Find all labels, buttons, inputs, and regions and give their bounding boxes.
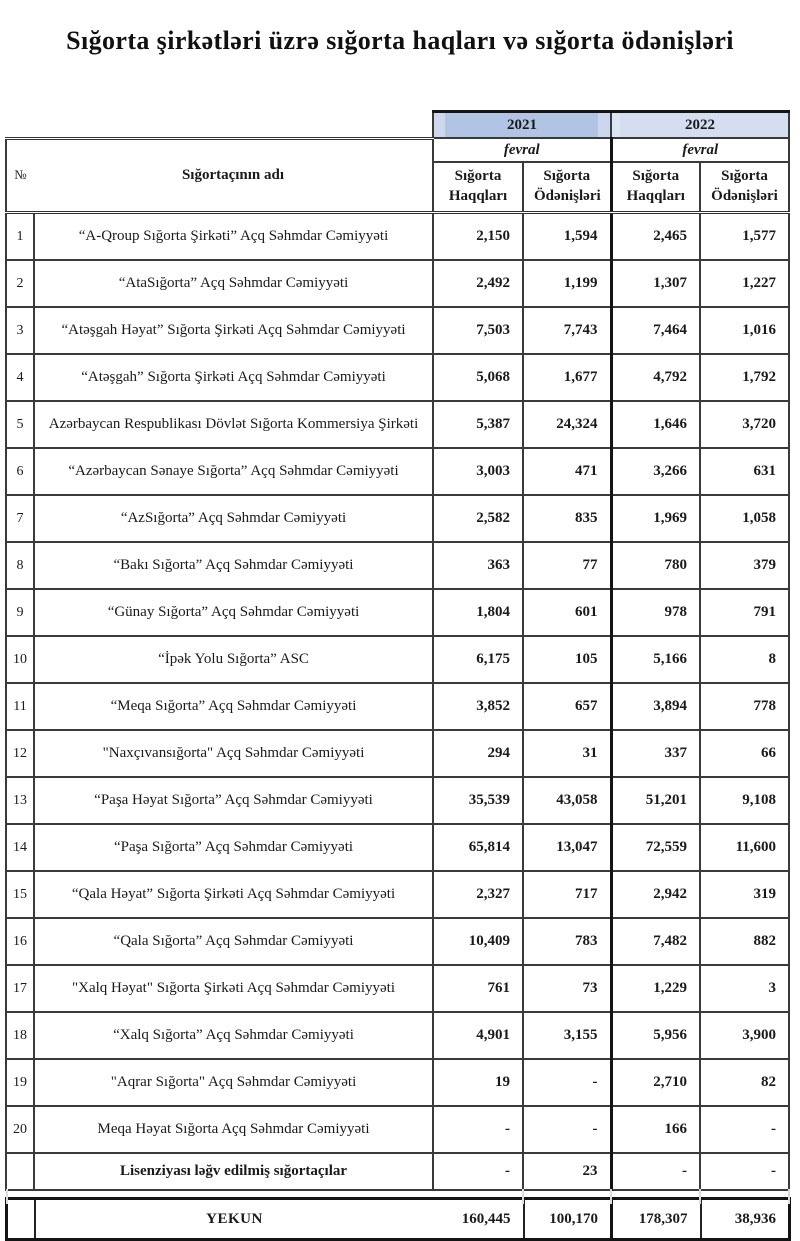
row-number: 3 — [6, 307, 34, 354]
row-number: 17 — [6, 965, 34, 1012]
company-name: “Qala Həyat” Sığorta Şirkəti Açq Səhmdar Cəmiyyəti — [34, 871, 433, 918]
row-number: 2 — [6, 260, 34, 307]
company-name: “Atəşgah Həyat” Sığorta Şirkəti Açq Səhmdar Cəmiyyəti — [34, 307, 433, 354]
insurance-table-wrap — [5, 110, 790, 1241]
company-name: “İpək Yolu Sığorta” ASC — [34, 636, 433, 683]
payments-2021: 77 — [523, 542, 611, 589]
table-row — [6, 683, 789, 730]
payments-2022: 791 — [700, 589, 789, 636]
company-name: “Atəşgah” Sığorta Şirkəti Açq Səhmdar Cəmiyyəti — [34, 354, 433, 401]
year-2021-header: 2021 — [433, 112, 611, 139]
table-row — [6, 824, 789, 871]
period-2021: fevral — [433, 138, 611, 162]
table-row — [6, 354, 789, 401]
company-name: “Qala Sığorta” Açq Səhmdar Cəmiyyəti — [34, 918, 433, 965]
row-number: 1 — [6, 213, 34, 261]
scan-artifact-line — [6, 1189, 8, 1204]
total-2022-premiums: 178,307 — [612, 1199, 701, 1240]
company-name: “AtaSığorta” Açq Səhmdar Cəmiyyəti — [34, 260, 433, 307]
license-row-number-cell — [6, 1153, 34, 1190]
table-row — [6, 1012, 789, 1059]
total-2021-premiums: 160,445 — [434, 1199, 524, 1240]
row-number: 12 — [6, 730, 34, 777]
premiums-2021: 294 — [433, 730, 523, 777]
premiums-2022: 5,956 — [611, 1012, 700, 1059]
row-number: 20 — [6, 1106, 34, 1153]
payments-2022: 319 — [700, 871, 789, 918]
payments-2021: 24,324 — [523, 401, 611, 448]
premiums-2022: 2,465 — [611, 213, 700, 261]
payments-2021: 783 — [523, 918, 611, 965]
payments-2022: 1,577 — [700, 213, 789, 261]
table-row — [6, 307, 789, 354]
row-number: 10 — [6, 636, 34, 683]
total-row — [7, 1199, 790, 1240]
payments-2021: 43,058 — [523, 777, 611, 824]
row-number: 4 — [6, 354, 34, 401]
premiums-2021: 65,814 — [433, 824, 523, 871]
payments-2021: - — [523, 1106, 611, 1153]
payments-2021: 7,743 — [523, 307, 611, 354]
premiums-2021: 6,175 — [433, 636, 523, 683]
company-name: “Paşa Sığorta” Açq Səhmdar Cəmiyyəti — [34, 824, 433, 871]
payments-2022: 3,720 — [700, 401, 789, 448]
company-name: Azərbaycan Respublikası Dövlət Sığorta Kommersiya Şirkəti — [34, 401, 433, 448]
license-2021-premiums: - — [433, 1153, 523, 1190]
table-row — [6, 1106, 789, 1153]
payments-2021: - — [523, 1059, 611, 1106]
row-number: 15 — [6, 871, 34, 918]
table-row — [6, 636, 789, 683]
company-name: “AzSığorta” Açq Səhmdar Cəmiyyəti — [34, 495, 433, 542]
company-name: “Bakı Sığorta” Açq Səhmdar Cəmiyyəti — [34, 542, 433, 589]
row-number: 8 — [6, 542, 34, 589]
premiums-2021: 5,387 — [433, 401, 523, 448]
premiums-2022: 337 — [611, 730, 700, 777]
scan-artifact-line — [522, 1189, 524, 1204]
license-2021-payments: 23 — [523, 1153, 611, 1190]
premiums-2021: 761 — [433, 965, 523, 1012]
insurance-table — [5, 110, 790, 1191]
premiums-2022: 2,710 — [611, 1059, 700, 1106]
payments-2022: 8 — [700, 636, 789, 683]
payments-2021: 717 — [523, 871, 611, 918]
total-table — [5, 1197, 791, 1241]
payments-2021: 835 — [523, 495, 611, 542]
band-blank-cell — [6, 112, 433, 139]
payments-2022: 631 — [700, 448, 789, 495]
premiums-2022: 2,942 — [611, 871, 700, 918]
page-title: Sığorta şirkətləri üzrə sığorta haqları və sığorta ödənişləri — [66, 26, 734, 55]
premiums-2022: 1,969 — [611, 495, 700, 542]
col-2022-premiums-header: Sığorta Haqqları — [611, 162, 700, 213]
premiums-2022: 1,646 — [611, 401, 700, 448]
payments-2022: 9,108 — [700, 777, 789, 824]
license-row-label: Lisenziyası ləğv edilmiş sığortaçılar — [34, 1153, 433, 1190]
table-row — [6, 730, 789, 777]
table-row — [6, 589, 789, 636]
table-row — [6, 495, 789, 542]
col-2022-payments-header: Sığorta Ödənişləri — [700, 162, 789, 213]
payments-2021: 1,677 — [523, 354, 611, 401]
premiums-2021: 2,582 — [433, 495, 523, 542]
row-number: 13 — [6, 777, 34, 824]
total-label: YEKUN — [35, 1199, 434, 1240]
premiums-2021: 2,150 — [433, 213, 523, 261]
premiums-2022: 1,229 — [611, 965, 700, 1012]
payments-2021: 105 — [523, 636, 611, 683]
payments-2021: 3,155 — [523, 1012, 611, 1059]
license-2022-premiums: - — [611, 1153, 700, 1190]
number-column-header: № — [14, 167, 27, 183]
company-name: "Aqrar Sığorta" Açq Səhmdar Cəmiyyəti — [34, 1059, 433, 1106]
row-number: 9 — [6, 589, 34, 636]
payments-2022: 778 — [700, 683, 789, 730]
premiums-2021: 3,003 — [433, 448, 523, 495]
premiums-2022: 4,792 — [611, 354, 700, 401]
payments-2021: 73 — [523, 965, 611, 1012]
company-name: “Günay Sığorta” Açq Səhmdar Cəmiyyəti — [34, 589, 433, 636]
row-number: 19 — [6, 1059, 34, 1106]
premiums-2021: 5,068 — [433, 354, 523, 401]
payments-2021: 13,047 — [523, 824, 611, 871]
corner-header — [6, 138, 433, 213]
company-name: “Azərbaycan Sənaye Sığorta” Açq Səhmdar Cəmiyyəti — [34, 448, 433, 495]
payments-2022: 11,600 — [700, 824, 789, 871]
payments-2021: 601 — [523, 589, 611, 636]
row-number: 18 — [6, 1012, 34, 1059]
payments-2021: 471 — [523, 448, 611, 495]
period-2022: fevral — [611, 138, 789, 162]
payments-2022: 1,227 — [700, 260, 789, 307]
payments-2022: 3 — [700, 965, 789, 1012]
premiums-2022: 3,266 — [611, 448, 700, 495]
year-band-row — [6, 112, 789, 139]
premiums-2021: 7,503 — [433, 307, 523, 354]
scan-artifact-line — [788, 1189, 790, 1204]
company-name: “Meqa Sığorta” Açq Səhmdar Cəmiyyəti — [34, 683, 433, 730]
row-number: 16 — [6, 918, 34, 965]
payments-2021: 1,199 — [523, 260, 611, 307]
row-number: 5 — [6, 401, 34, 448]
premiums-2022: 166 — [611, 1106, 700, 1153]
scanned-document-page — [0, 26, 800, 1227]
payments-2022: 379 — [700, 542, 789, 589]
payments-2022: 1,016 — [700, 307, 789, 354]
company-name: Meqa Həyat Sığorta Açq Səhmdar Cəmiyyəti — [34, 1106, 433, 1153]
col-2021-payments-header: Sığorta Ödənişləri — [523, 162, 611, 213]
company-rows — [6, 213, 789, 1154]
payments-2022: 82 — [700, 1059, 789, 1106]
payments-2022: 3,900 — [700, 1012, 789, 1059]
premiums-2022: 1,307 — [611, 260, 700, 307]
premiums-2021: 3,852 — [433, 683, 523, 730]
company-name: “Paşa Həyat Sığorta” Açq Səhmdar Cəmiyyəti — [34, 777, 433, 824]
premiums-2021: 2,327 — [433, 871, 523, 918]
premiums-2021: 10,409 — [433, 918, 523, 965]
table-row — [6, 401, 789, 448]
period-row — [6, 138, 789, 162]
payments-2022: 1,792 — [700, 354, 789, 401]
payments-2022: 1,058 — [700, 495, 789, 542]
payments-2021: 1,594 — [523, 213, 611, 261]
premiums-2021: - — [433, 1106, 523, 1153]
table-row — [6, 871, 789, 918]
table-row — [6, 448, 789, 495]
premiums-2021: 2,492 — [433, 260, 523, 307]
premiums-2022: 7,482 — [611, 918, 700, 965]
payments-2021: 31 — [523, 730, 611, 777]
premiums-2022: 51,201 — [611, 777, 700, 824]
payments-2022: - — [700, 1106, 789, 1153]
premiums-2021: 1,804 — [433, 589, 523, 636]
year-2022-header: 2022 — [611, 112, 789, 139]
row-number: 7 — [6, 495, 34, 542]
table-row — [6, 1059, 789, 1106]
premiums-2021: 19 — [433, 1059, 523, 1106]
scan-artifact-line — [610, 1189, 612, 1204]
company-name: "Naxçıvansığorta" Açq Səhmdar Cəmiyyəti — [34, 730, 433, 777]
total-row-number-cell — [7, 1199, 35, 1240]
premiums-2021: 4,901 — [433, 1012, 523, 1059]
premiums-2021: 363 — [433, 542, 523, 589]
row-number: 11 — [6, 683, 34, 730]
premiums-2022: 978 — [611, 589, 700, 636]
payments-2021: 657 — [523, 683, 611, 730]
table-row — [6, 213, 789, 261]
total-2022-payments: 38,936 — [701, 1199, 790, 1240]
license-revoked-row — [6, 1153, 789, 1190]
row-number: 14 — [6, 824, 34, 871]
premiums-2021: 35,539 — [433, 777, 523, 824]
premiums-2022: 72,559 — [611, 824, 700, 871]
total-2021-payments: 100,170 — [524, 1199, 612, 1240]
company-name: “A-Qroup Sığorta Şirkəti” Açq Səhmdar Cəmiyyəti — [34, 213, 433, 261]
payments-2022: 66 — [700, 730, 789, 777]
company-name: "Xalq Həyat" Sığorta Şirkəti Açq Səhmdar Cəmiyyəti — [34, 965, 433, 1012]
payments-2022: 882 — [700, 918, 789, 965]
row-number: 6 — [6, 448, 34, 495]
table-row — [6, 542, 789, 589]
premiums-2022: 7,464 — [611, 307, 700, 354]
license-2022-payments: - — [700, 1153, 789, 1190]
table-row — [6, 777, 789, 824]
premiums-2022: 3,894 — [611, 683, 700, 730]
table-row — [6, 918, 789, 965]
premiums-2022: 780 — [611, 542, 700, 589]
premiums-2022: 5,166 — [611, 636, 700, 683]
name-column-header: Sığortaçının adı — [181, 166, 285, 183]
company-name: “Xalq Sığorta” Açq Səhmdar Cəmiyyəti — [34, 1012, 433, 1059]
table-row — [6, 260, 789, 307]
scan-artifact-line — [699, 1189, 701, 1204]
col-2021-premiums-header: Sığorta Haqqları — [433, 162, 523, 213]
table-row — [6, 965, 789, 1012]
